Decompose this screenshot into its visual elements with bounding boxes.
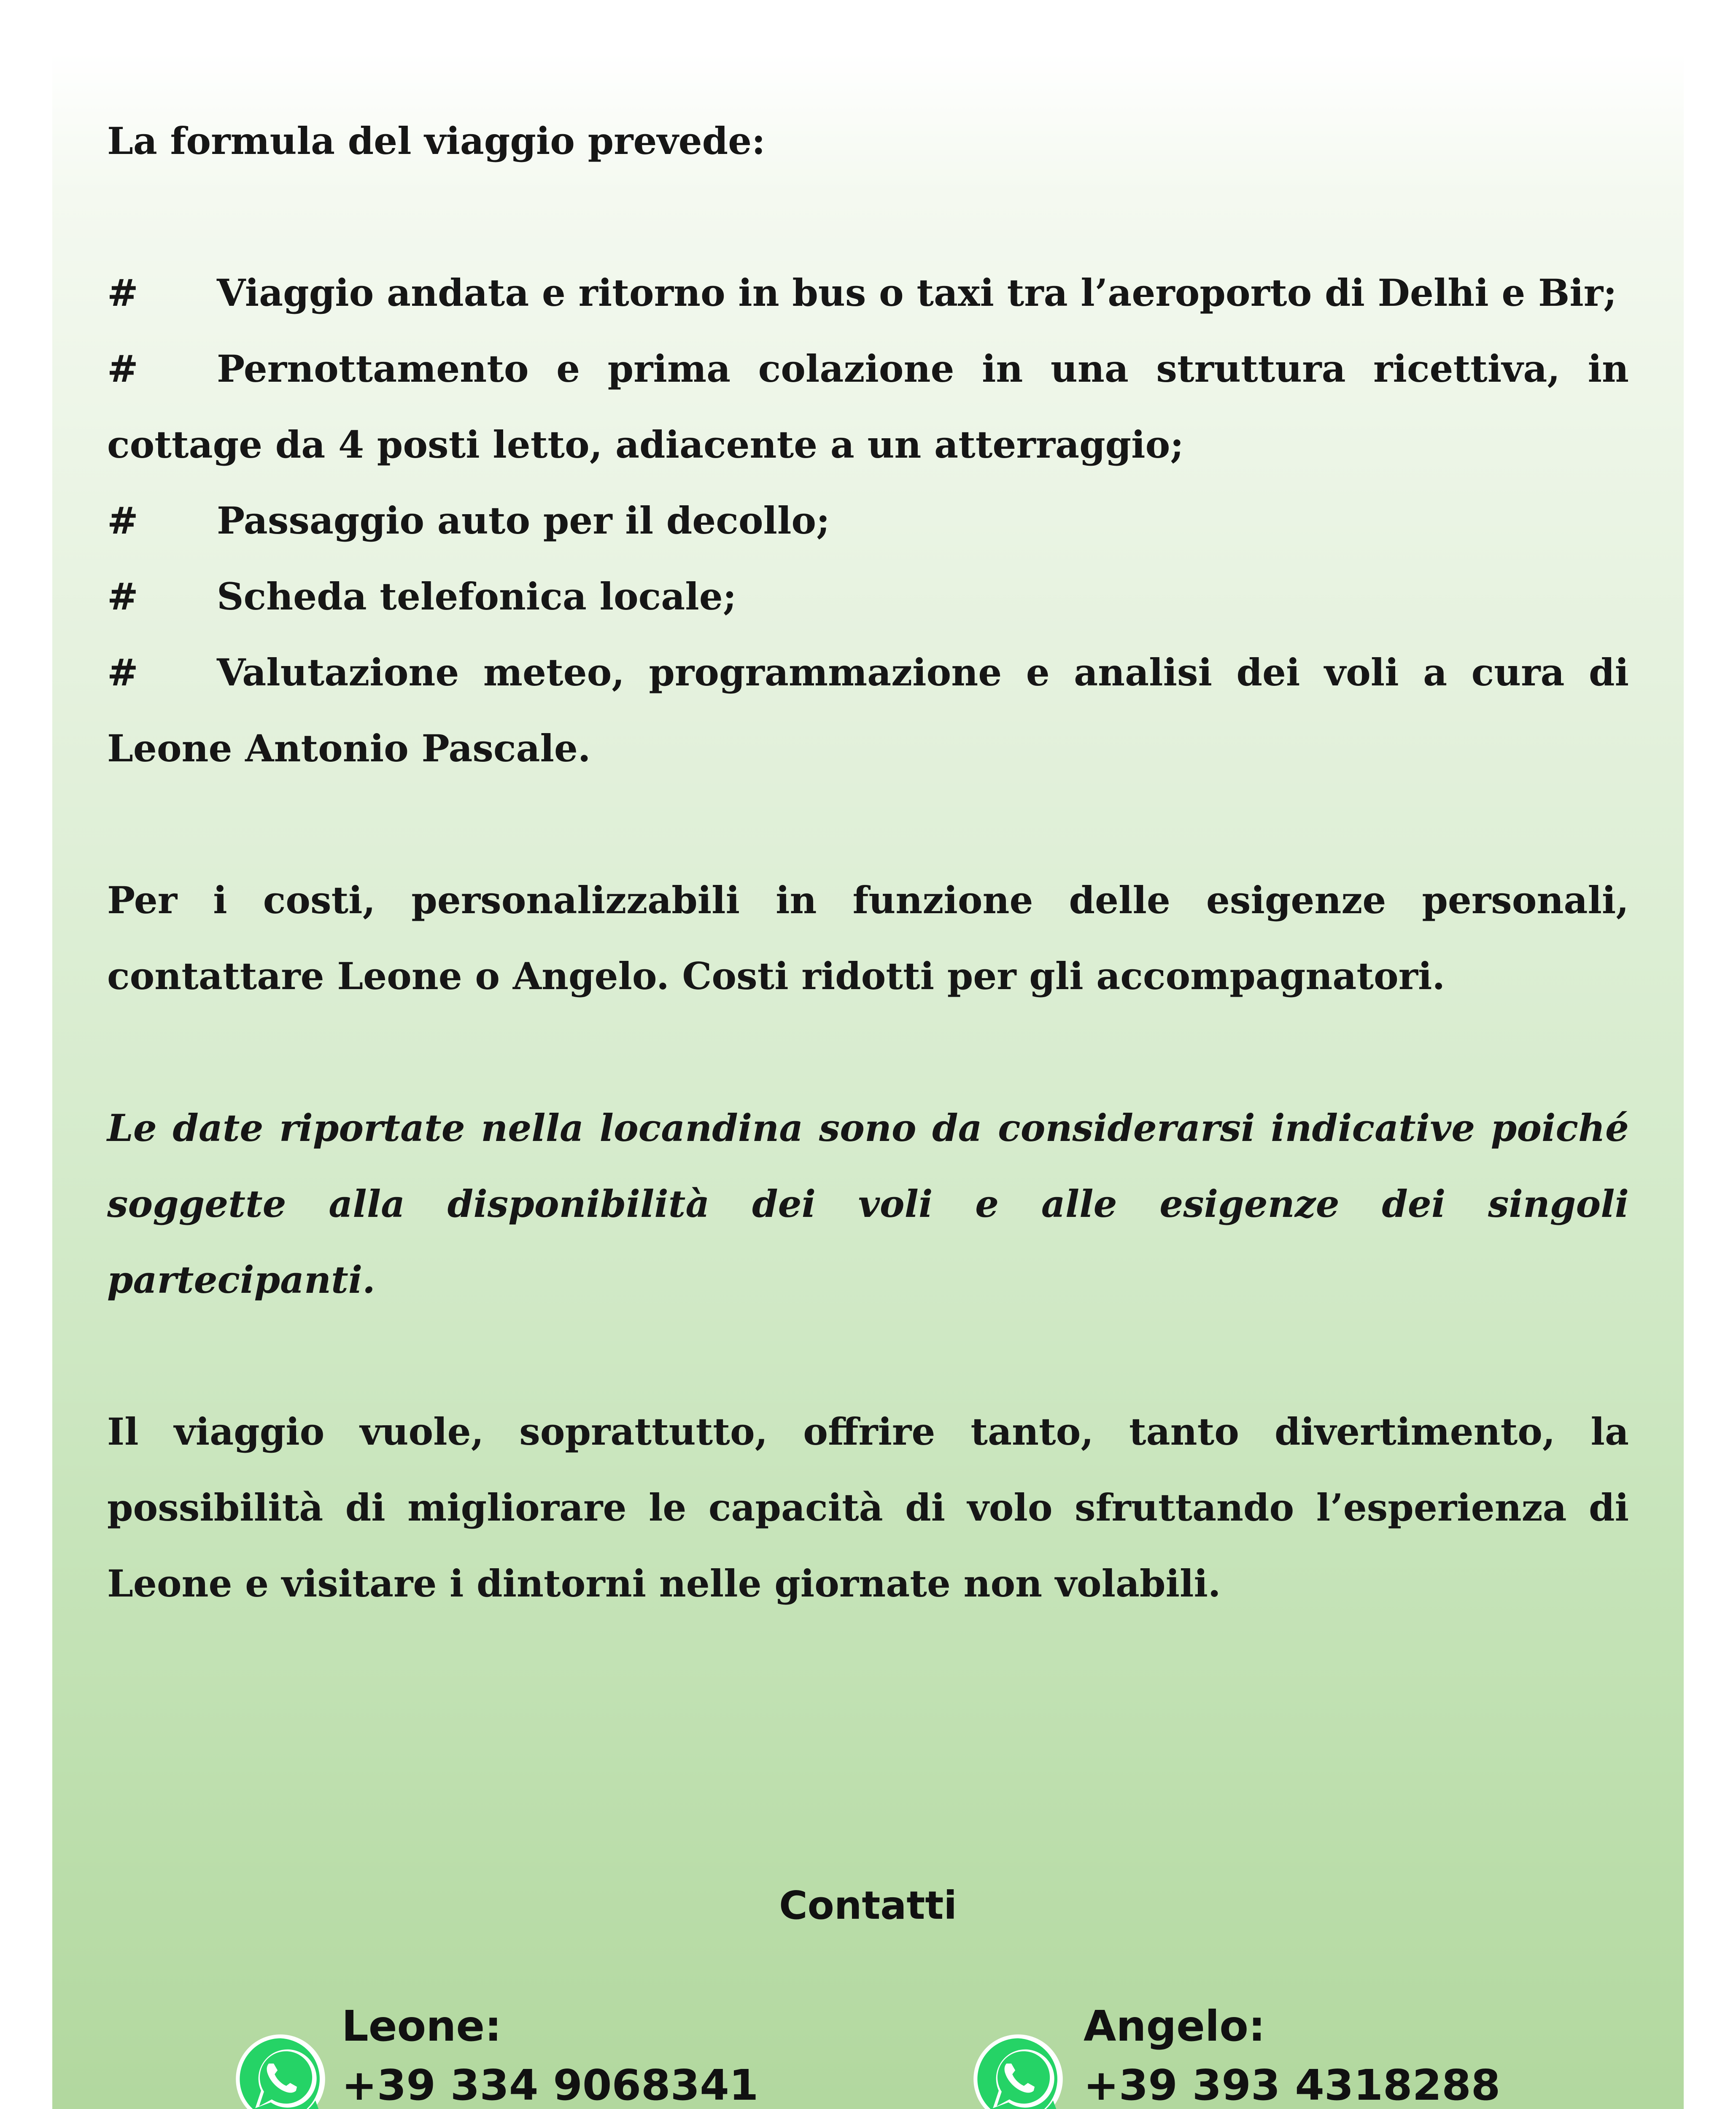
intro-line: La formula del viaggio prevede:: [107, 119, 766, 163]
bullet-hash: #: [107, 499, 138, 542]
contact-leone: [342, 1997, 758, 2109]
dates-note-paragraph: Le date riportate nella locandina sono da considerarsi indicative poiché soggette alla disponibilità dei voli e alle esigenze dei singoli partecipanti.: [107, 1106, 1629, 1302]
spacer: [107, 786, 1629, 862]
costs-paragraph: Per i costi, personalizzabili in funzione delle esigenze personali, contattare Leone o Angelo. Costi ridotti per gli accompagnatori.: [107, 878, 1629, 998]
bullet-hash: #: [107, 574, 138, 618]
list-item: [107, 331, 1629, 483]
contacts-title: Contatti: [779, 1883, 957, 1928]
contact-phone[interactable]: +39 334 9068341: [342, 2060, 759, 2109]
spacer: [107, 179, 1629, 255]
spacer: [107, 1318, 1629, 1394]
page: [52, 52, 1684, 2109]
list-item: [107, 558, 1629, 634]
list-item-text: Valutazione meteo, programmazione e analisi dei voli a cura di Leone Antonio Pascale.: [107, 650, 1629, 770]
list-item-text: Scheda telefonica locale;: [217, 574, 737, 618]
list-item-text: Viaggio andata e ritorno in bus o taxi tra l’aeroporto di Delhi e Bir;: [217, 271, 1617, 315]
bullet-hash: #: [107, 271, 138, 315]
list-item: [107, 634, 1629, 786]
contact-phone[interactable]: +39 393 4318288: [1084, 2060, 1501, 2109]
spacer: [107, 1014, 1629, 1090]
list-item: [107, 255, 1629, 331]
list-item-text: Passaggio auto per il decollo;: [217, 499, 830, 542]
list-item: [107, 483, 1629, 558]
closing-paragraph: Il viaggio vuole, soprattutto, offrire tanto, tanto divertimento, la possibilità di migliorare le capacità di volo sfruttando l’esperienza di Leone e visitare i dintorni nelle giornate non volabili.: [107, 1410, 1629, 1605]
contact-angelo: [1084, 1997, 1500, 2109]
whatsapp-icon[interactable]: [970, 2031, 1067, 2109]
contact-name: Leone:: [342, 2001, 502, 2051]
document-body: [107, 103, 1629, 1621]
bullet-hash: #: [107, 650, 138, 694]
bullet-hash: #: [107, 347, 138, 391]
list-item-text: Pernottamento e prima colazione in una struttura ricettiva, in cottage da 4 posti letto, adiacente a un atterraggio;: [107, 347, 1629, 467]
whatsapp-icon[interactable]: [232, 2031, 329, 2109]
contact-name: Angelo:: [1084, 2001, 1265, 2051]
